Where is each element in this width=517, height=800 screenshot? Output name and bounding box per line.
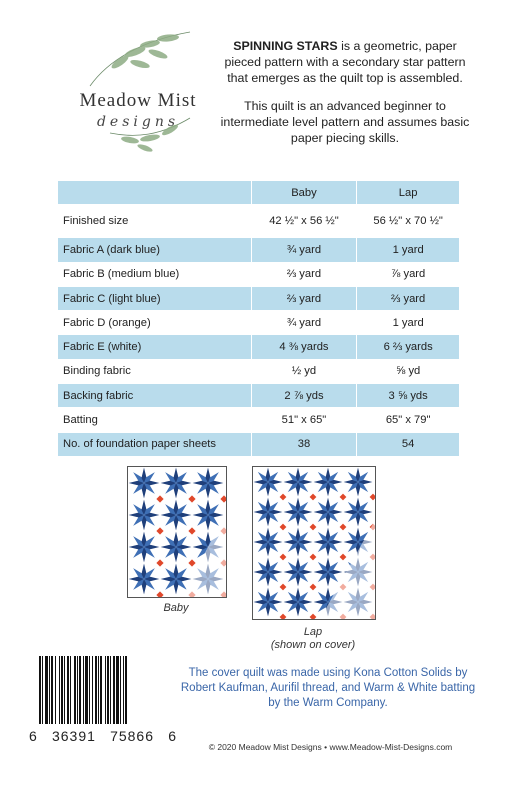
barcode-bar [92,656,93,724]
barcode-bar [98,656,99,724]
row-label: Binding fabric [58,359,252,383]
orange-square [310,584,317,591]
barcode-digit-group: 75866 [110,728,155,744]
barcode-bar [125,656,127,724]
orange-square [156,527,163,534]
orange-square [280,494,287,501]
quilt-star-block [284,588,313,617]
quilt-star-block [314,498,343,527]
pattern-title: SPINNING STARS [233,39,338,53]
baby-value: ¾ yard [251,311,357,335]
table-row [58,311,460,335]
baby-value: 42 ½" x 56 ½" [251,205,357,238]
table-header-row [58,181,460,205]
barcode-bar [74,656,76,724]
barcode-bar [67,656,69,724]
quilt-star-block [284,528,313,557]
barcode-bar [39,656,41,724]
quilt-star-block [129,564,160,595]
quilt-star-block [314,468,343,497]
row-label: Finished size [58,205,252,238]
barcode-bar [42,656,43,724]
barcode-digit-group: 36391 [51,728,96,744]
intro-text [215,38,475,158]
orange-square [188,559,195,566]
quilt-star-block [254,498,283,527]
barcode-bar [89,656,90,724]
brand-name: Meadow Mist [79,90,197,111]
quilt-star-block [129,468,160,499]
table-row [58,238,460,262]
orange-square [310,554,317,561]
orange-square [310,614,317,619]
baby-value: ½ yd [251,359,357,383]
orange-square [340,554,347,561]
barcode-bar [51,656,53,724]
table-row [58,408,460,432]
lap-quilt-illustration [252,466,376,620]
orange-square [280,524,287,531]
baby-caption: Baby [163,602,189,614]
quilt-star-block [314,558,343,587]
quilt-star-block [344,498,373,527]
barcode-bar [61,656,63,724]
row-label: Fabric D (orange) [58,311,252,335]
quilt-star-block [254,588,283,617]
lap-value: 6 ⅔ yards [357,335,460,359]
orange-square [310,494,317,501]
orange-square [340,494,347,501]
barcode-icon [37,656,167,726]
table-row [58,262,460,286]
quilt-star-block [254,468,283,497]
table-row [58,335,460,359]
barcode-bar [85,656,88,724]
lap-caption-note: (shown on cover) [270,639,356,651]
lap-value: 54 [357,432,460,456]
barcode-bar [55,656,56,724]
lap-value: ⅞ yard [357,262,460,286]
quilt-star-block [254,558,283,587]
copyright-footer: © 2020 Meadow Mist Designs • www.Meadow-Mist-Designs.com [208,742,453,752]
row-label: Batting [58,408,252,432]
orange-square [188,495,195,502]
lap-value: 56 ½" x 70 ½" [357,205,460,238]
barcode-bar [120,656,121,724]
barcode-bar [77,656,78,724]
barcode-bar [64,656,65,724]
lap-value: 3 ⅝ yds [357,384,460,408]
table-row [58,286,460,310]
row-label: Fabric B (medium blue) [58,262,252,286]
orange-square [156,495,163,502]
cover-credit-text: The cover quilt was made using Kona Cotton Solids by Robert Kaufman, Aurifil thread, and Warm & White batting by the Warm Company. [180,667,476,709]
row-label: Fabric C (light blue) [58,286,252,310]
lap-value: 1 yard [357,311,460,335]
barcode-bar [70,656,71,724]
brand-sub: designs [96,114,180,130]
barcode-bar [83,656,84,724]
orange-square [220,495,226,502]
barcode-bar [79,656,81,724]
barcode-bar [45,656,48,724]
baby-value: 2 ⅞ yds [251,384,357,408]
table-row [58,384,460,408]
row-label: Backing fabric [58,384,252,408]
row-label: Fabric A (dark blue) [58,238,252,262]
orange-square [370,494,375,501]
barcode-bar [123,656,124,724]
table-row [58,359,460,383]
baby-value: ⅔ yard [251,262,357,286]
fabric-requirements-table [57,180,460,457]
barcode-bar [59,656,60,724]
barcode-bar [100,656,102,724]
table-header-baby: Baby [251,181,357,205]
quilt-star-block [161,532,192,563]
lap-value: 1 yard [357,238,460,262]
quilt-star-block [314,528,343,557]
quilt-star-block [254,528,283,557]
table-header-blank [58,181,252,205]
barcode-bar [95,656,97,724]
lap-value: ⅝ yd [357,359,460,383]
quilt-star-block [129,532,160,563]
lap-value: 65" x 79" [357,408,460,432]
baby-value: ⅔ yard [251,286,357,310]
quilt-star-block [161,468,192,499]
orange-square [340,524,347,531]
quilt-star-block [284,558,313,587]
baby-quilt-illustration [127,466,227,598]
quilt-star-block [193,500,224,531]
barcode-number [29,728,177,744]
orange-square [280,614,287,619]
orange-square [156,591,163,597]
quilt-star-block [344,468,373,497]
quilt-star-block [161,500,192,531]
brand-logo [50,18,225,168]
barcode-bar [105,656,106,724]
intro-p1-rest: is a geometric, paper pieced pattern with a secondary star pattern that emerges as the quilt top is assembled. [224,39,466,85]
barcode-digit-group: 6 [29,728,38,744]
intro-paragraph-2: This quilt is an advanced beginner to intermediate level pattern and assumes basic paper piecing skills. [220,99,470,145]
row-label: Fabric E (white) [58,335,252,359]
quilt-star-block [129,500,160,531]
orange-square [188,527,195,534]
baby-value: 51" x 65" [251,408,357,432]
quilt-star-block [193,468,224,499]
barcode-bar [110,656,111,724]
barcode-bar [113,656,115,724]
barcode-digit-group: 6 [168,728,177,744]
row-label: No. of foundation paper sheets [58,432,252,456]
table-row [58,205,460,238]
barcode-bar [116,656,119,724]
quilt-shading [182,513,226,598]
barcode-bar [107,656,109,724]
quilt-pattern-icon [253,467,375,619]
orange-square [156,559,163,566]
baby-value: ¾ yard [251,238,357,262]
orange-square [280,554,287,561]
baby-value: 4 ⅜ yards [251,335,357,359]
barcode-bar [49,656,50,724]
table-header-lap: Lap [357,181,460,205]
table-row [58,432,460,456]
lap-value: ⅔ yard [357,286,460,310]
intro-paragraph-1 [215,38,475,86]
orange-square [310,524,317,531]
baby-value: 38 [251,432,357,456]
quilt-star-block [284,468,313,497]
orange-square [280,584,287,591]
lap-caption: Lap [303,626,323,638]
quilt-pattern-icon [128,467,226,597]
quilt-star-block [284,498,313,527]
